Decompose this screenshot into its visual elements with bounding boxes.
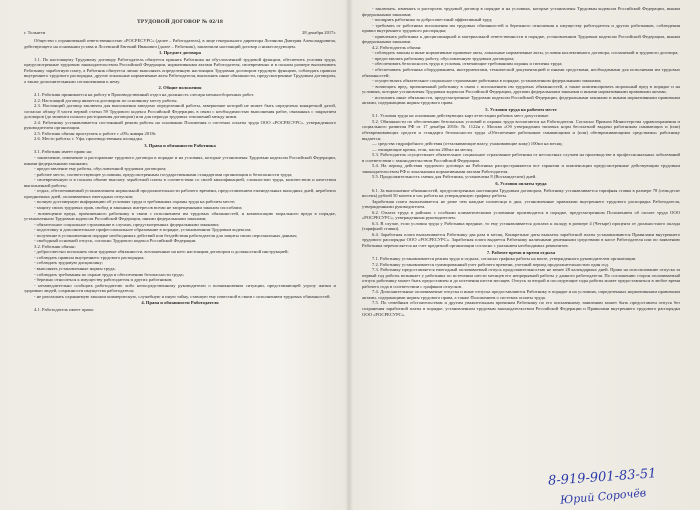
contract-paragraph: 2.3. Настоящий договор заключен для выполнения заведомо определенной работы, завершение которой не может быть определено конкретной датой, согласно абзацу 8 части первой статьи 59 Трудового кодекса Российской Федерации, в связи с необходимостью выполнения работ, связанных с закрытием договоров (до момента полного расторжения договоров) или для периода трудовых отношений между ними. [24, 103, 336, 120]
contract-paragraph: — средства гидрофобного действия (отталкивающие влагу, ухаживающие кожу) 100мл на месяц; [372, 141, 563, 147]
contract-paragraph: 2.4. Работнику устанавливается постоянный режим работы на основании Положения о системах оплаты труда ООО «РОСРЕСУРС», утвержденного руководителем организации. [24, 119, 336, 131]
contract-paragraph: 2.1. Работник принимается на работу в Производственный отдел на должность слесаря механосборочных работ. [34, 92, 255, 98]
contract-paragraph: - свободный основной отпуск, согласно Трудового кодекса Российской Федерации. [34, 238, 197, 244]
contract-paragraph: - соблюдать требования по охране труда и обеспечению безопасности труда; [34, 271, 184, 277]
contract-paragraph: 2.5. Работник обязан приступить к работе с «09» января 2018г. [34, 130, 157, 136]
contract-paragraph: 6.4. Заработная плата выплачивается Работнику два раза в месяц. Конкретные даты выплаты заработной платы устанавливаются Правилами внутреннего трудового распорядка ООО «РОСРЕСУРС». Заработная плата выдается Работнику наличными денежными средствами в кассе Работодателя или по заявлению Работника перечисляется на счет кредитной организации согласно с указанием необходимых реквизитов. [362, 231, 680, 248]
contract-paragraph: 2.2. Настоящий договор является договором по основному месту работы. [34, 97, 178, 103]
contract-paragraph: - полную достоверную информацию об условиях труда и требованиях охраны труда на рабочем месте; [34, 199, 236, 205]
contract-paragraph: - добросовестно исполнять свои трудовые обязанности, возложенные на него настоящим договором и должностной инструкцией; [34, 249, 289, 255]
right-column-body [362, 6, 680, 317]
contract-paragraph: - обеспечивать безопасность труда и условия, отвечающие требованиям охраны и гигиены труда; [372, 61, 563, 67]
contract-date: 28 декабря 2017г. [302, 29, 336, 35]
contract-paragraph: - осуществлять обязательное социальное страхование работника в порядке, установленном федеральными законами; [372, 78, 602, 84]
handwritten-signature: Юрий Сорочёв [559, 486, 647, 507]
city-date-row [24, 30, 336, 36]
contract-paragraph: 3.2. Работник обязан: [34, 243, 76, 249]
contract-paragraph: 5.3. Работодатель осуществляет обязательное социальное страхование работника от несчастных случаев на производстве и профессиональных заболеваний в соответствии с законодательством Российской Федерации. [362, 152, 680, 163]
section-heading: 5. Условия труда на рабочем месте [485, 106, 557, 112]
contract-paragraph: - отдых, обеспечиваемый установлением нормальной продолжительности рабочего времени, предоставлением еженедельных выходных дней, нерабочих праздничных дней, оплачиваемых ежегодных отпусков; [24, 188, 336, 199]
contract-title: ТРУДОВОЙ ДОГОВОР № 02/18 [136, 19, 223, 25]
contract-paragraph: Заработная плата выплачивается не реже чем каждые полмесяца в дни, установленные правилами внутреннего трудового распорядка Работодателя, утвержденными руководителем. [362, 198, 680, 210]
contract-paragraph: - возмещать вред, причиненный работнику в связи с исполнением им трудовых обязанностей, а также компенсировать моральный вред в порядке и на условиях, которые установлены Трудовым кодексом Российской Федерации, другими федеральными законами и иными нормативными правовыми актами; [362, 83, 680, 95]
contract-paragraph: - соблюдать законы и иные нормативные правовые акты, локальные нормативные акты, условия коллективного договора, соглашений и трудового договора; [372, 50, 679, 56]
contract-paragraph: 5.1. Условия труда на основании действующих карт аттестации рабочих мест допустимые. [372, 113, 550, 119]
contract-city: г. Тольятти [24, 29, 46, 35]
section-heading: 2. Общие положения [158, 85, 202, 91]
contract-paragraph: - подготовку и дополнительное профессиональное образование в порядке, установленном Трудовым кодексом; [34, 227, 252, 233]
section-heading: 7. Рабочее время и время отдыха [486, 249, 556, 255]
section-heading: 1. Предмет договора [159, 50, 201, 56]
contract-paragraph: - заключение, изменение и расторжение трудового договора в порядке и на условиях, которые установлены Трудовым кодексом Российской Федерации, иными федеральными законами; [24, 155, 336, 166]
contract-paragraph: - незамедлительно сообщать работодателю либо непосредственному руководителю о возникновении ситуации, представляющей угрозу жизни и здоровью людей, сохранности имущества работодателя; [24, 282, 336, 294]
contract-paragraph: 7.3. Работнику предоставляется ежегодный оплачиваемый отпуск продолжительностью не менее 28 календарных дней. Право на использование отпуска за первый год работы возникает у работника по истечении шести месяцев его непрерывной работы у данного работодателя. По соглашению сторон оплачиваемый отпуск работнику может быть предоставлен и до истечения шести месяцев. Отпуск за второй и последующие годы работы может предоставляться в любое время рабочего года в соответствии с графиком отпусков. [362, 267, 680, 289]
contract-paragraph: 7.1. Работнику устанавливается режим труда и отдыха, согласно графика работы на вахте, утвержденного руководителем организации. [372, 256, 637, 262]
contract-paragraph: - бережно относиться к имуществу работодателя и других работников; [34, 277, 173, 283]
contract-paragraph: 7.2. Работнику устанавливается суммированный учет рабочего времени, учетный период продолжительностью один год. [372, 261, 609, 267]
contract-paragraph: - обеспечивать работника оборудованием, инструментами, технической документацией и иными средствами, необходимыми для исполнения им трудовых обязанностей; [362, 67, 680, 78]
contract-paragraph: 6.3. В случае, если условия труда у Работника вредные, то ему устанавливается доплата к окладу в размере 4 (Четыре) процента от должностного оклада (тарифной ставки). [362, 220, 680, 232]
contract-paragraph: - предоставлять работнику работу, обусловленную трудовым договором; [372, 55, 515, 61]
handwritten-note [547, 466, 698, 510]
contract-paragraph: 7.4. Дополнительные оплачиваемые отпуска и иные отпуска предоставляются Работнику в порядке и на условиях, определенных нормативными правовыми актами, содержащими нормы трудового права, а также Положением о системах оплаты труда. [362, 289, 680, 300]
contract-paragraph: 4.1. Работодатель имеет право: [34, 306, 95, 312]
contract-paragraph: - исполнять иные обязанности, предусмотренные Трудовым кодексом Российской Федерации, федеральными законами и иными нормативными правовыми актами, содержащими нормы трудового права. [362, 94, 680, 106]
contract-paragraph: - соблюдать правила внутреннего трудового распорядка; [34, 254, 145, 260]
page-fold [345, 0, 353, 510]
contract-paragraph: 5.2. Обязанности по обеспечению безопасных условий и охраны труда возлагаются на Работодателя. Согласно Приказа Министерства здравоохранения и социального развития РФ от 17 декабря 2010г. № 1122н г. Москва «Об утверждении типовых норм бесплатной выдачи работникам смывающих и (или) обезвреживающих средств и стандарта безопасности труда «Обеспечение работников смывающими и (или) обезвреживающими средствами» работнику выдается: [362, 118, 680, 141]
handwritten-phone: 8-919-901-83-51 [547, 466, 657, 489]
contract-paragraph: 5.5. Продолжительность смены для Работника, установлена 8 (Восьмидесяти) дней. [372, 174, 537, 180]
contract-paragraph: - возмещение вреда, причиненного работнику в связи с исполнением им трудовых обязанностей, и компенсацию морального вреда в порядке, установленном Трудовым кодексом Российской Федерации, иными федеральными законами; [24, 210, 336, 222]
contract-paragraph: - своевременную и в полном объеме выплату заработной платы в соответствии со своей квалификацией, сложностью труда, количеством и качеством выполненной работы; [24, 177, 336, 188]
contract-paragraph: - поощрять работника за добросовестный эффективный труд; [372, 17, 493, 23]
contract-paragraph: 5.4. На период действия трудового договора на Работника распространяются все гарантии и компенсации предусмотренные действующим трудовым законодательством РФ и локальными нормативными актами Работодателя. [362, 163, 680, 174]
contract-left-column [24, 8, 336, 506]
left-column-body [24, 38, 336, 312]
contract-paragraph: - привлекать работника к дисциплинарной и материальной ответственности в порядке, установленном Трудовым кодексом Российской Федерации, иными федеральными законами. [362, 33, 680, 45]
contract-paragraph: - соблюдать трудовую дисциплину; [34, 260, 103, 266]
contract-paragraph: — очищающие кремы, гели, пасты 200мл на месяц. [372, 146, 474, 152]
contract-paragraph: 7.5. По семейным обстоятельствам и другим уважительным причинам Работнику по его письменному заявлению может быть предоставлен отпуск без сохранения заработной платы в порядке, установленном трудовым законодательством Российской Федерации и Правилами внутреннего трудового распорядка ООО «РОСРЕСУРС». [362, 300, 680, 317]
section-heading: 3. Права и обязанности Работника [144, 142, 216, 148]
contract-paragraph: - обязательное социальное страхование в случаях, предусмотренных федеральными законами; [34, 221, 220, 227]
contract-paragraph: - выполнять установленные нормы труда; [34, 265, 116, 271]
contract-paragraph: - заключать, изменять и расторгать трудовой договор в порядке и на условиях, которые установлены Трудовым кодексом Российской Федерации, иными федеральными законами; [362, 6, 680, 17]
contract-paragraph: 1.1. По настоящему Трудовому договору Работодатель обязуется принять Работника на обусловленной трудовой функции, обеспечить условия труда, предусмотренные трудовым законодательством Российской Федерации, нормативными актами Работодателя, своевременно и в полном размере выплачивать Работнику заработную плату, а Работник обязуется лично выполнять определенную настоящим Трудовым договором трудовую функцию, соблюдать правила внутреннего трудового распорядка, другие локальные нормативные акты Работодателя, выполнять иные обязанности, предусмотренные Трудовым договором, а также дополнительными соглашениями к нему. [24, 56, 336, 84]
contract-paragraph: 6.1. За выполнение обязанностей, предусмотренных настоящим Трудовым договором, Работнику устанавливается тарифная ставка в размере 78 (семьдесят восемь) рублей 50 копеек в час работы на утвержденную графику работы. [362, 187, 680, 199]
contract-paragraph: - получение в установленном порядке необходимых действий или бездействия работодателя для защиты своих персональных данных; [34, 232, 298, 238]
contract-paragraph: 6.2. Оплата труда в районах с особыми климатическими условиями производится в порядке, предусмотренном Положением об оплате труда ООО «РОСРЕСУРС», утвержденным руководителем. [362, 209, 680, 221]
contract-paragraph: 2.6. Место работы: г. Уфа, производственная площадка. [34, 136, 144, 142]
contract-paragraph: 3.1. Работник имеет право на: [34, 149, 93, 155]
section-heading: 4. Права и обязанности Работодателя [141, 300, 219, 306]
contract-paragraph: - рабочее место, соответствующее условиям, предусмотренным государственными стандартами организации и безопасности труда; [34, 171, 293, 177]
contract-paragraph: - защиту своих трудовых прав, свобод и законных интересов всеми не запрещенными законом способами; [34, 204, 243, 210]
contract-right-column [362, 6, 680, 507]
contract-paragraph: 4.2. Работодатель обязан: [372, 44, 422, 50]
contract-paragraph: - предоставление ему работы, обусловленной трудовым договором; [34, 166, 167, 172]
contract-paragraph: - не разглашать охраняемую законом коммерческую, служебную и иную тайну, ставшую ему известной в связи с исполнением трудовых обязанностей. [34, 293, 331, 299]
contract-paragraph: - требовать от работника исполнения им трудовых обязанностей и бережного отношения к имуществу работодателя и других работников, соблюдения правил внутреннего трудового распорядка; [362, 22, 680, 34]
section-heading: 6. Условия оплаты труда [495, 180, 547, 186]
contract-paragraph: Общество с ограниченной ответственностью «РОСРЕСУРС» (далее – Работодатель), в лице генерального директора Логинова Дмитрия Александровича, действующего на основании устава и Лосевский Евгений Иванович (далее – Работник), заключили настоящий договор о нижеследующем. [24, 38, 336, 49]
